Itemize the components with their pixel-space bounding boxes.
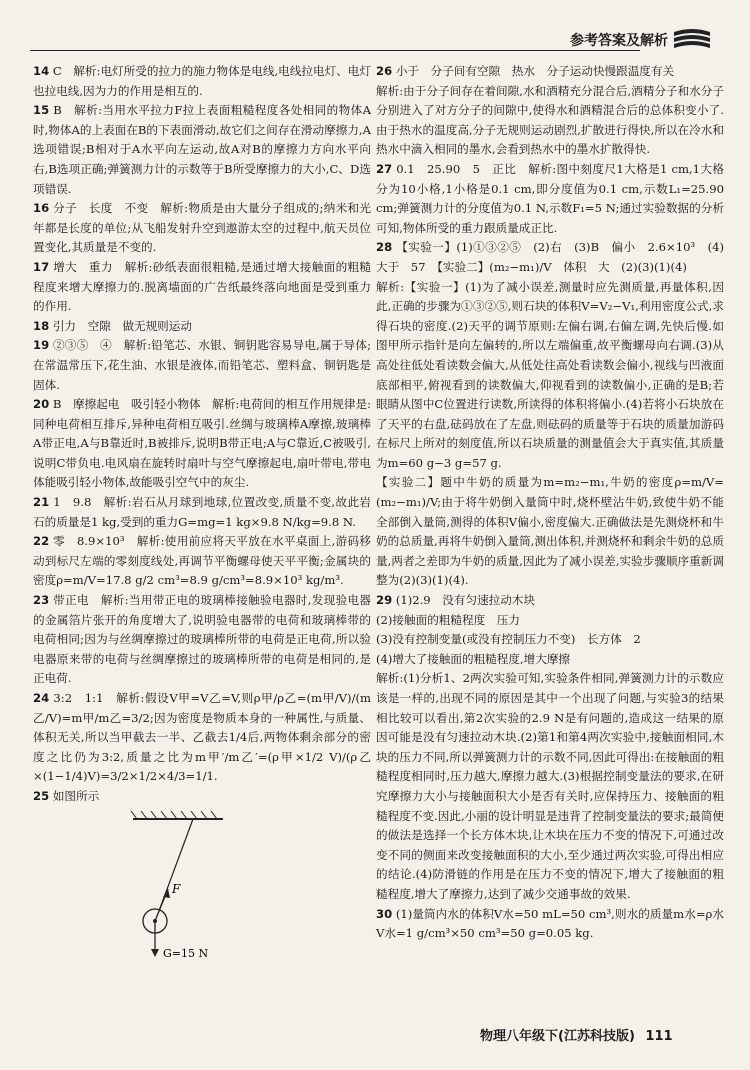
- answer-item: 17 增大 重力 解析:砂纸表面很粗糙,是通过增大接触面的粗糙程度来增大摩擦力的.脱离墙面的广告纸最终落向地面是受到重力的作用.: [33, 259, 372, 314]
- answer-item: 29 (1)2.9 没有匀速拉动木块: [376, 593, 536, 608]
- answer-item: 24 3:2 1:1 解析:假设V甲=V乙=V,则ρ甲/ρ乙=(m甲/V)/(m乙/V)=m甲/m乙=3/2;因为密度是物质本身的一种属性,与质量、体积无关,所以当甲截去一半、乙截去1/4后,两物体剩余部分的密度之比仍为3:2,质量之比为m甲′/m乙′=(ρ甲×1/2 V)/(ρ乙×(1−1/4)V)=3/2×1/2×4/3=1/1.: [33, 691, 371, 784]
- answer-item: 19 ②③⑤ ④ 解析:铅笔芯、水银、铜钥匙容易导电,属于导体;在常温常压下,花生油、水银是液体,而铅笔芯、塑料盒、铜钥匙是固体.: [33, 338, 372, 392]
- ceiling-hatch: [131, 811, 217, 819]
- answer-item: 解析:【实验一】(1)为了减小误差,测量时应先测质量,再量体积,因此,正确的步骤为①③②⑤,则石块的体积V=V₂−V₁,利用密度公式,求得石块的密度.(2)天平的调节原则:左偏右调,右偏左调,先快后慢.如图甲所示指针是向左偏转的,所以左端偏重,故平衡螺母向右调.(3)从高处往低处看读数会偏大,从低处往高处看读数会偏小,视线与凹液面底部相平,俯视看到的读数偏大,仰视看到的读数偏小,正确的是B;若眼睛从图中C位置进行读数,所读得的体积将偏小.(4)若将小石块放在了天平的右盘,砝码放在了左盘,则砝码的质量等于石块的质量加游码在标尺上所对的刻度值,所以石块质量的测量值会大于真实值,其质量为m=60 g−3 g=57 g.: [376, 279, 724, 470]
- answer-item: 21 1 9.8 解析:岩石从月球到地球,位置改变,质量不变,故此岩石的质量是1 kg,受到的重力G=mg=1 kg×9.8 N/kg=9.8 N.: [33, 495, 372, 529]
- answer-item: 23 带正电 解析:当用带正电的玻璃棒接触验电器时,发现验电器的金属箔片张开的角度增大了,说明验电器带的电荷和玻璃棒带的电荷相同;因为与丝绸摩擦过的玻璃棒所带的电荷是正电荷,所以验电器原来带的电荷与丝绸摩擦过的玻璃棒所带的电荷是相同的,是正电荷.: [33, 593, 372, 686]
- answer-item: (3)没有控制变量(或没有控制压力不变) 长方体 2: [376, 632, 641, 647]
- force-diagram-svg: [93, 811, 273, 961]
- book-logo-icon: [672, 26, 712, 52]
- answer-item: 15 B 解析:当用水平拉力F拉上表面粗糙程度各处相同的物体A时,物体A的上表面在B的下表面滑动,故它们之间存在滑动摩擦力,A选项错误;B相对于A水平向左运动,故A对B的摩擦力方向水平向右,B选项正确;弹簧测力计的示数等于B所受摩擦力的大小,C、D选项错误.: [33, 103, 371, 196]
- answer-item: 18 引力 空隙 做无规则运动: [33, 318, 192, 333]
- answer-item: 解析:(1)分析1、2两次实验可知,实验条件相同,弹簧测力计的示数应该是一样的,出现不同的原因是其中一个出现了问题,与实验3的结果相比较可以看出,第2次实验的2.9 N是有问题的,造成这一结果的原因可能是没有匀速拉动木块.(2)第1和第4两次实验中,接触面相同,木块的压力不同,所以弹簧测力计的示数不同,因此可得出:在接触面的粗糙程度相同时,压力越大,摩擦力越大.(3)根据控制变量法的要求,在研究摩擦力大小与接触面积大小是否有关时,应保持压力、接触面的粗糙程度不变.因此,小丽的设计明显是违背了控制变量法的要求;最简便的做法是选择一个长方体木块,让木块在压力不变的情况下,可通过改变不同的侧面来改变接触面积的大小,至少通过两次实验,可得出相应的结论.(4)防滑链的作用是在压力不变的情况下,增大了接触面的粗糙程度,增大了摩擦力,达到了减少交通事故的效果.: [376, 671, 724, 901]
- right-column: [376, 62, 724, 944]
- page-header: [30, 20, 720, 56]
- header-rule: [30, 50, 640, 51]
- left-column: [33, 62, 371, 961]
- answer-item: 25 如图所示: [33, 788, 100, 803]
- answer-item: 16 分子 长度 不变 解析:物质是由大量分子组成的;纳米和光年都是长度的单位;从飞船发射升空到遨游太空的过程中,航天员位置变化,其质量是不变的.: [33, 201, 371, 255]
- force-diagram: [33, 811, 371, 961]
- answer-item: 27 0.1 25.90 5 正比 解析:图中刻度尺1大格是1 cm,1大格分为10小格,1小格是0.1 cm,即分度值为0.1 cm,示数L₁=25.90 cm;弹簧测力计的分度值为0.1 N,示数F₁=5 N;通过实验数据的分析可知,物体所受的重力跟质量成正比.: [376, 161, 724, 235]
- answer-item: (4)增大了接触面的粗糙程度,增大摩擦: [376, 651, 571, 666]
- page-footer: [480, 1025, 720, 1049]
- answer-item: 解析:由于分子间存在着间隙,水和酒精充分混合后,酒精分子和水分子分别进入了对方分子的间隙中,使得水和酒精混合后的总体积变小了.由于热水的温度高,分子无规则运动剧烈,扩散进行得快,所以在冷水和热水中滴入相同的墨水,会看到热水中的墨水扩散得快.: [376, 83, 724, 157]
- page-number: 111: [645, 1029, 673, 1044]
- answer-item: 30 (1)量筒内水的体积V水=50 mL=50 cm³,则水的质量m水=ρ水V水=1 g/cm³×50 cm³=50 g=0.05 kg.: [376, 906, 725, 941]
- answer-item: 20 B 摩擦起电 吸引轻小物体 解析:电荷间的相互作用规律是:同种电荷相互排斥,异种电荷相互吸引.丝绸与玻璃棒A摩擦,玻璃棒A带正电,A与B靠近时,B被排斥,说明B带正电;A与C靠近,C被吸引,说明C带负电.电风扇在旋转时扇叶与空气摩擦起电,扇叶带电,带电体能吸引轻小物体,故能吸引空气中的灰尘.: [33, 397, 371, 490]
- answer-item: 【实验二】题中牛奶的质量为m=m₂−m₁,牛奶的密度ρ=m/V=(m₂−m₁)/V;由于将牛奶倒入量筒中时,烧杯壁沾牛奶,致使牛奶不能全部倒入量筒,测得的体积V偏小,密度偏大.正确做法是先测烧杯和牛奶的总质量,再将牛奶倒入量筒,测出体积,并测烧杯和剩余牛奶的总质量,两者之差即为牛奶的质量,因此为了减小误差,实验步骤顺序重新调整为(2)(3)(1)(4).: [376, 475, 724, 588]
- answer-item: (2)接触面的粗糙程度 压力: [376, 612, 520, 627]
- header-title: 参考答案及解析: [570, 33, 668, 49]
- answer-item: 14 C 解析:电灯所受的拉力的施力物体是电线,电线拉电灯、电灯也拉电线,因为力的作用是相互的.: [33, 64, 372, 98]
- answer-item: 28 【实验一】(1)①③②⑤ (2)右 (3)B 偏小 2.6×10³ (4)大于 57 【实验二】(m₂−m₁)/V 体积 大 (2)(3)(1)(4): [376, 240, 724, 274]
- footer-subject: 物理八年级下(江苏科技版): [480, 1029, 635, 1044]
- gravity-label: G=15 N: [163, 946, 209, 960]
- gravity-arrowhead: [151, 949, 159, 957]
- force-label: F: [172, 881, 181, 896]
- answer-item: 22 零 8.9×10³ 解析:使用前应将天平放在水平桌面上,游码移动到标尺左端的零刻度线处,再调节平衡螺母使天平平衡;金属块的密度ρ=m/V=17.8 g/2 cm³=8.9 g/cm³=8.9×10³ kg/m³.: [33, 534, 371, 588]
- answer-item: 26 小于 分子间有空隙 热水 分子运动快慢跟温度有关: [376, 64, 675, 78]
